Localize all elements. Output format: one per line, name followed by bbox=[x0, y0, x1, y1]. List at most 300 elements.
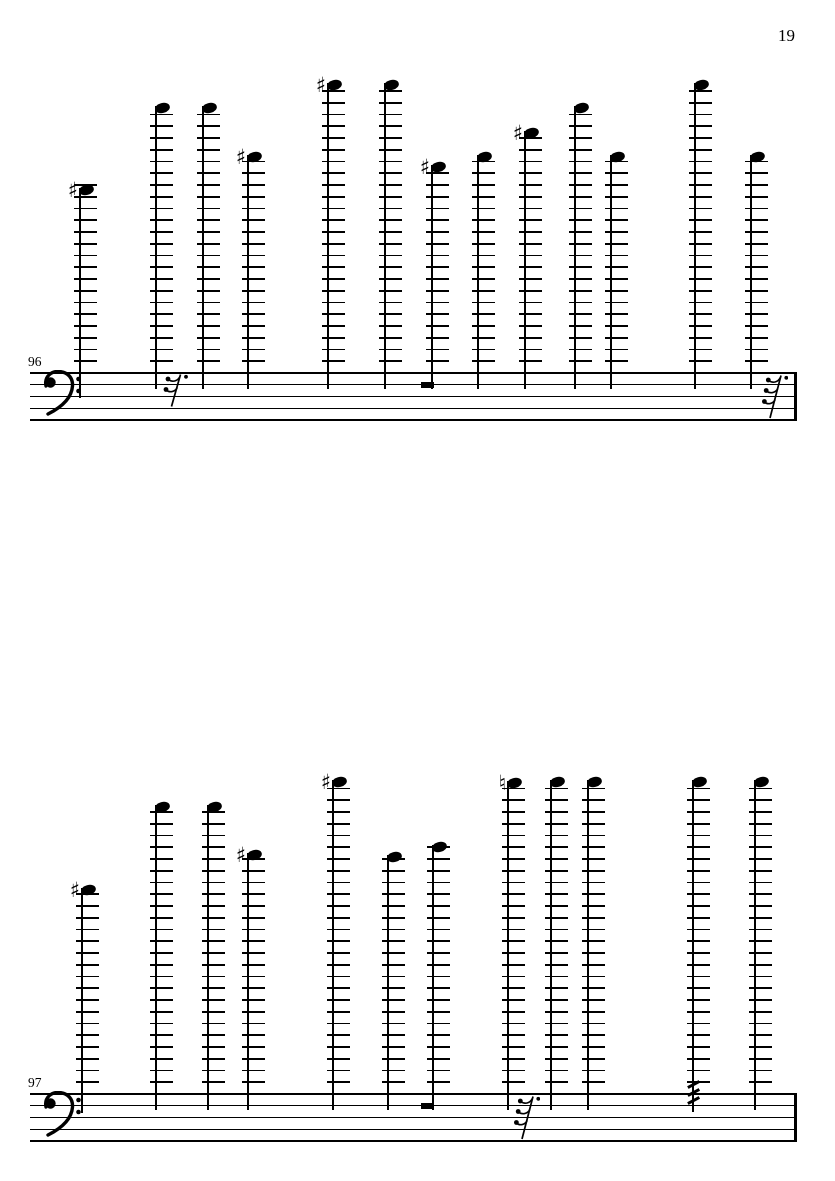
ledger-line bbox=[569, 290, 592, 292]
ledger-line bbox=[749, 799, 772, 801]
ledger-line bbox=[605, 266, 628, 268]
note-stem bbox=[327, 83, 329, 389]
ledger-line bbox=[502, 799, 525, 801]
note-stem bbox=[524, 131, 526, 389]
ledger-line bbox=[327, 835, 350, 837]
ledger-line bbox=[76, 1081, 99, 1083]
ledger-line bbox=[242, 1081, 265, 1083]
ledger-line bbox=[745, 184, 768, 186]
ledger-line bbox=[150, 149, 173, 151]
ledger-line bbox=[519, 337, 542, 339]
ledger-line bbox=[382, 1011, 405, 1013]
ledger-line bbox=[426, 302, 449, 304]
ledger-line bbox=[197, 208, 220, 210]
ledger-line bbox=[582, 976, 605, 978]
ledger-line bbox=[502, 917, 525, 919]
ledger-line bbox=[519, 360, 542, 362]
note-stem bbox=[247, 853, 249, 1110]
ledger-line bbox=[242, 964, 265, 966]
ledger-line bbox=[569, 313, 592, 315]
ledger-line bbox=[472, 302, 495, 304]
ledger-line bbox=[605, 313, 628, 315]
ledger-line bbox=[427, 964, 450, 966]
ledger-line bbox=[197, 184, 220, 186]
ledger-line bbox=[426, 278, 449, 280]
ledger-line bbox=[689, 219, 712, 221]
ledger-line bbox=[605, 325, 628, 327]
ledger-line bbox=[545, 952, 568, 954]
ledger-line bbox=[749, 811, 772, 813]
ledger-line bbox=[689, 313, 712, 315]
ledger-line bbox=[582, 987, 605, 989]
ledger-line bbox=[242, 940, 265, 942]
ledger-line bbox=[502, 1081, 525, 1083]
barline bbox=[794, 1093, 797, 1141]
ledger-line bbox=[605, 302, 628, 304]
ledger-line bbox=[689, 302, 712, 304]
ledger-line bbox=[74, 302, 97, 304]
ledger-line bbox=[689, 349, 712, 351]
ledger-line bbox=[689, 208, 712, 210]
accidental-natural-icon: ♮ bbox=[498, 770, 506, 795]
ledger-line bbox=[322, 102, 345, 104]
ledger-line bbox=[502, 952, 525, 954]
ledger-line bbox=[150, 137, 173, 139]
ledger-line bbox=[749, 917, 772, 919]
ledger-line bbox=[427, 1011, 450, 1013]
ledger-line bbox=[502, 870, 525, 872]
ledger-line bbox=[502, 846, 525, 848]
ledger-line bbox=[202, 917, 225, 919]
ledger-line bbox=[327, 1081, 350, 1083]
accidental-sharp-icon: ♯ bbox=[69, 877, 80, 902]
ledger-line bbox=[150, 940, 173, 942]
ledger-line bbox=[582, 823, 605, 825]
ledger-line bbox=[582, 952, 605, 954]
ledger-line bbox=[502, 811, 525, 813]
ledger-line bbox=[426, 184, 449, 186]
ledger-line bbox=[582, 940, 605, 942]
ledger-line bbox=[327, 1034, 350, 1036]
ledger-line bbox=[242, 255, 265, 257]
ledger-line bbox=[545, 788, 568, 790]
ledger-line bbox=[519, 149, 542, 151]
ledger-line bbox=[687, 905, 710, 907]
ledger-line bbox=[202, 1023, 225, 1025]
ledger-line bbox=[502, 1046, 525, 1048]
ledger-line bbox=[749, 1023, 772, 1025]
ledger-line bbox=[242, 893, 265, 895]
ledger-line bbox=[689, 149, 712, 151]
ledger-line bbox=[427, 846, 450, 848]
ledger-line bbox=[749, 882, 772, 884]
ledger-line bbox=[327, 917, 350, 919]
ledger-line bbox=[569, 243, 592, 245]
ledger-line bbox=[545, 870, 568, 872]
ledger-line bbox=[427, 882, 450, 884]
ledger-line bbox=[327, 964, 350, 966]
ledger-line bbox=[749, 846, 772, 848]
ledger-line bbox=[202, 1011, 225, 1013]
ledger-line bbox=[327, 882, 350, 884]
ledger-line bbox=[379, 266, 402, 268]
ledger-line bbox=[689, 243, 712, 245]
ledger-line bbox=[582, 858, 605, 860]
ledger-line bbox=[242, 266, 265, 268]
ledger-line bbox=[382, 1058, 405, 1060]
ledger-line bbox=[379, 208, 402, 210]
accidental-sharp-icon: ♯ bbox=[235, 842, 246, 867]
ledger-line bbox=[76, 905, 99, 907]
ledger-line bbox=[76, 940, 99, 942]
ledger-line bbox=[472, 231, 495, 233]
staff-line bbox=[30, 1093, 797, 1094]
ledger-line bbox=[150, 231, 173, 233]
ledger-line bbox=[569, 325, 592, 327]
ledger-line bbox=[427, 858, 450, 860]
ledger-line bbox=[582, 835, 605, 837]
note-stem bbox=[431, 165, 433, 389]
ledger-line bbox=[605, 184, 628, 186]
ledger-line bbox=[689, 125, 712, 127]
ledger-line bbox=[150, 1081, 173, 1083]
ledger-line bbox=[687, 846, 710, 848]
thirtysecond-rest-dotted-icon bbox=[762, 374, 788, 419]
ledger-line bbox=[202, 1046, 225, 1048]
ledger-line bbox=[689, 266, 712, 268]
ledger-line bbox=[242, 337, 265, 339]
ledger-line bbox=[687, 999, 710, 1001]
ledger-line bbox=[689, 325, 712, 327]
ledger-line bbox=[242, 243, 265, 245]
ledger-line bbox=[582, 905, 605, 907]
ledger-line bbox=[687, 952, 710, 954]
ledger-line bbox=[545, 1011, 568, 1013]
ledger-line bbox=[687, 870, 710, 872]
ledger-line bbox=[749, 964, 772, 966]
ledger-line bbox=[382, 905, 405, 907]
ledger-line bbox=[687, 893, 710, 895]
ledger-line bbox=[582, 1070, 605, 1072]
ledger-line bbox=[382, 1081, 405, 1083]
ledger-line bbox=[745, 161, 768, 163]
ledger-line bbox=[379, 325, 402, 327]
ledger-line bbox=[150, 870, 173, 872]
note-stem bbox=[155, 805, 157, 1110]
ledger-line bbox=[569, 255, 592, 257]
ledger-line bbox=[745, 278, 768, 280]
ledger-line bbox=[150, 313, 173, 315]
ledger-line bbox=[472, 325, 495, 327]
ledger-line bbox=[197, 161, 220, 163]
ledger-line bbox=[545, 858, 568, 860]
ledger-line bbox=[150, 893, 173, 895]
ledger-line bbox=[379, 255, 402, 257]
ledger-line bbox=[379, 313, 402, 315]
ledger-line bbox=[150, 905, 173, 907]
ledger-line bbox=[689, 360, 712, 362]
ledger-line bbox=[202, 858, 225, 860]
ledger-line bbox=[327, 1046, 350, 1048]
ledger-line bbox=[197, 172, 220, 174]
ledger-line bbox=[427, 1034, 450, 1036]
staff-line bbox=[30, 1117, 797, 1118]
note-stem bbox=[247, 155, 249, 389]
ledger-line bbox=[745, 219, 768, 221]
ledger-line bbox=[582, 1011, 605, 1013]
ledger-line bbox=[76, 1070, 99, 1072]
ledger-line bbox=[150, 999, 173, 1001]
ledger-line bbox=[382, 870, 405, 872]
ledger-line bbox=[150, 1058, 173, 1060]
ledger-line bbox=[202, 952, 225, 954]
ledger-line bbox=[242, 976, 265, 978]
ledger-line bbox=[582, 1081, 605, 1083]
ledger-line bbox=[150, 172, 173, 174]
ledger-line bbox=[749, 835, 772, 837]
ledger-line bbox=[327, 1011, 350, 1013]
ledger-line bbox=[605, 172, 628, 174]
ledger-line bbox=[327, 799, 350, 801]
note-stem bbox=[507, 781, 509, 1110]
ledger-line bbox=[379, 349, 402, 351]
ledger-line bbox=[472, 184, 495, 186]
ledger-line bbox=[745, 231, 768, 233]
ledger-line bbox=[322, 172, 345, 174]
ledger-line bbox=[242, 999, 265, 1001]
ledger-line bbox=[379, 290, 402, 292]
whole-rest-icon bbox=[421, 382, 434, 389]
ledger-line bbox=[605, 243, 628, 245]
ledger-line bbox=[687, 976, 710, 978]
ledger-line bbox=[197, 349, 220, 351]
ledger-line bbox=[745, 313, 768, 315]
ledger-line bbox=[502, 940, 525, 942]
ledger-line bbox=[519, 172, 542, 174]
ledger-line bbox=[545, 987, 568, 989]
ledger-line bbox=[322, 290, 345, 292]
ledger-line bbox=[202, 811, 225, 813]
ledger-line bbox=[379, 231, 402, 233]
ledger-line bbox=[749, 1011, 772, 1013]
ledger-line bbox=[745, 290, 768, 292]
ledger-line bbox=[687, 940, 710, 942]
ledger-line bbox=[472, 219, 495, 221]
ledger-line bbox=[426, 313, 449, 315]
ledger-line bbox=[322, 161, 345, 163]
ledger-line bbox=[502, 976, 525, 978]
ledger-line bbox=[582, 799, 605, 801]
ledger-line bbox=[242, 917, 265, 919]
ledger-line bbox=[427, 999, 450, 1001]
ledger-line bbox=[687, 788, 710, 790]
ledger-line bbox=[150, 858, 173, 860]
note-stem bbox=[754, 780, 756, 1110]
ledger-line bbox=[382, 999, 405, 1001]
barline bbox=[794, 372, 797, 420]
ledger-line bbox=[76, 976, 99, 978]
ledger-line bbox=[202, 823, 225, 825]
ledger-line bbox=[150, 114, 173, 116]
ledger-line bbox=[242, 231, 265, 233]
ledger-line bbox=[426, 196, 449, 198]
ledger-line bbox=[749, 952, 772, 954]
ledger-line bbox=[605, 161, 628, 163]
ledger-line bbox=[242, 313, 265, 315]
ledger-line bbox=[687, 1070, 710, 1072]
ledger-line bbox=[150, 929, 173, 931]
ledger-line bbox=[322, 349, 345, 351]
ledger-line bbox=[322, 255, 345, 257]
ledger-line bbox=[582, 1023, 605, 1025]
ledger-line bbox=[322, 114, 345, 116]
bass-clef-icon bbox=[42, 1091, 82, 1137]
ledger-line bbox=[327, 905, 350, 907]
ledger-line bbox=[426, 243, 449, 245]
ledger-line bbox=[150, 1023, 173, 1025]
ledger-line bbox=[242, 987, 265, 989]
ledger-line bbox=[322, 266, 345, 268]
ledger-line bbox=[519, 196, 542, 198]
ledger-line bbox=[519, 161, 542, 163]
ledger-line bbox=[569, 125, 592, 127]
ledger-line bbox=[327, 999, 350, 1001]
ledger-line bbox=[545, 1058, 568, 1060]
ledger-line bbox=[197, 137, 220, 139]
ledger-line bbox=[382, 987, 405, 989]
ledger-line bbox=[689, 231, 712, 233]
ledger-line bbox=[545, 940, 568, 942]
ledger-line bbox=[427, 870, 450, 872]
ledger-line bbox=[150, 1070, 173, 1072]
ledger-line bbox=[426, 337, 449, 339]
note-stem bbox=[694, 83, 696, 389]
ledger-line bbox=[545, 1070, 568, 1072]
ledger-line bbox=[327, 893, 350, 895]
ledger-line bbox=[76, 929, 99, 931]
note-stem bbox=[332, 780, 334, 1110]
ledger-line bbox=[605, 196, 628, 198]
note-stem bbox=[587, 780, 589, 1110]
ledger-line bbox=[545, 1023, 568, 1025]
ledger-line bbox=[327, 987, 350, 989]
ledger-line bbox=[569, 161, 592, 163]
ledger-line bbox=[242, 208, 265, 210]
ledger-line bbox=[582, 870, 605, 872]
ledger-line bbox=[197, 255, 220, 257]
ledger-line bbox=[749, 858, 772, 860]
ledger-line bbox=[322, 231, 345, 233]
accidental-sharp-icon: ♯ bbox=[320, 769, 331, 794]
ledger-line bbox=[242, 1023, 265, 1025]
ledger-line bbox=[74, 243, 97, 245]
ledger-line bbox=[427, 976, 450, 978]
ledger-line bbox=[569, 114, 592, 116]
ledger-line bbox=[502, 964, 525, 966]
ledger-line bbox=[749, 788, 772, 790]
ledger-line bbox=[745, 196, 768, 198]
accidental-sharp-icon: ♯ bbox=[67, 177, 78, 202]
ledger-line bbox=[689, 290, 712, 292]
ledger-line bbox=[379, 137, 402, 139]
ledger-line bbox=[150, 337, 173, 339]
ledger-line bbox=[519, 208, 542, 210]
staff-line bbox=[30, 1140, 797, 1141]
ledger-line bbox=[150, 360, 173, 362]
ledger-line bbox=[502, 1034, 525, 1036]
ledger-line bbox=[327, 952, 350, 954]
ledger-line bbox=[749, 987, 772, 989]
ledger-line bbox=[242, 278, 265, 280]
ledger-line bbox=[605, 219, 628, 221]
ledger-line bbox=[150, 325, 173, 327]
ledger-line bbox=[379, 125, 402, 127]
ledger-line bbox=[242, 184, 265, 186]
ledger-line bbox=[745, 243, 768, 245]
ledger-line bbox=[569, 360, 592, 362]
ledger-line bbox=[379, 196, 402, 198]
accidental-sharp-icon: ♯ bbox=[419, 154, 430, 179]
ledger-line bbox=[545, 799, 568, 801]
ledger-line bbox=[382, 1046, 405, 1048]
ledger-line bbox=[150, 349, 173, 351]
ledger-line bbox=[687, 811, 710, 813]
ledger-line bbox=[197, 290, 220, 292]
ledger-line bbox=[202, 882, 225, 884]
bass-clef-icon bbox=[42, 370, 82, 416]
ledger-line bbox=[426, 208, 449, 210]
ledger-line bbox=[472, 172, 495, 174]
ledger-line bbox=[687, 835, 710, 837]
ledger-line bbox=[150, 278, 173, 280]
ledger-line bbox=[519, 349, 542, 351]
ledger-line bbox=[545, 1081, 568, 1083]
ledger-line bbox=[379, 243, 402, 245]
ledger-line bbox=[502, 987, 525, 989]
ledger-line bbox=[382, 1070, 405, 1072]
ledger-line bbox=[569, 349, 592, 351]
ledger-line bbox=[472, 266, 495, 268]
ledger-line bbox=[545, 1034, 568, 1036]
ledger-line bbox=[749, 929, 772, 931]
ledger-line bbox=[582, 929, 605, 931]
ledger-line bbox=[202, 835, 225, 837]
ledger-line bbox=[150, 219, 173, 221]
ledger-line bbox=[502, 905, 525, 907]
ledger-line bbox=[76, 1023, 99, 1025]
ledger-line bbox=[150, 196, 173, 198]
ledger-line bbox=[687, 929, 710, 931]
ledger-line bbox=[382, 858, 405, 860]
ledger-line bbox=[150, 161, 173, 163]
ledger-line bbox=[322, 337, 345, 339]
ledger-line bbox=[322, 196, 345, 198]
ledger-line bbox=[569, 172, 592, 174]
ledger-line bbox=[519, 278, 542, 280]
ledger-line bbox=[582, 1034, 605, 1036]
staff-line bbox=[30, 408, 797, 409]
ledger-line bbox=[749, 893, 772, 895]
ledger-line bbox=[472, 161, 495, 163]
ledger-line bbox=[427, 929, 450, 931]
ledger-line bbox=[322, 125, 345, 127]
ledger-line bbox=[472, 360, 495, 362]
ledger-line bbox=[689, 172, 712, 174]
ledger-line bbox=[379, 337, 402, 339]
ledger-line bbox=[382, 917, 405, 919]
ledger-line bbox=[327, 940, 350, 942]
ledger-line bbox=[242, 196, 265, 198]
